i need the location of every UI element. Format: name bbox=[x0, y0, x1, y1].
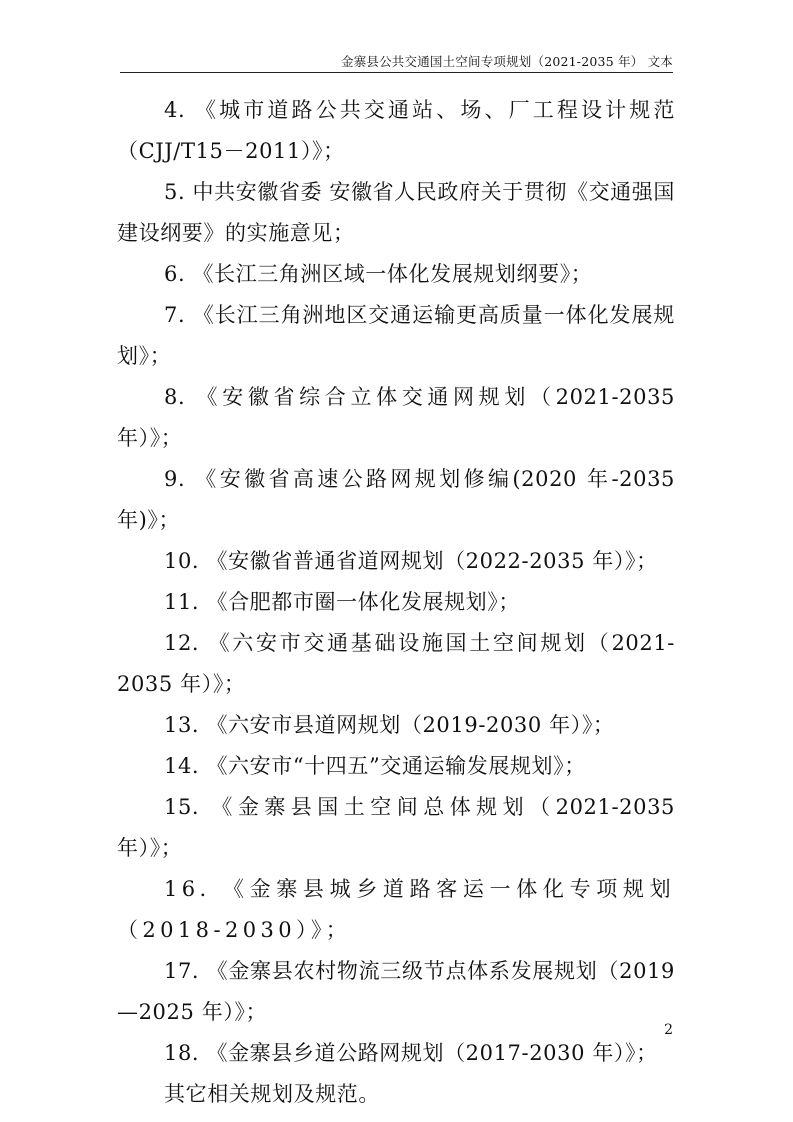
list-item: 15. 《金寨县国土空间总体规划（2021-2035 年）》； bbox=[117, 795, 675, 860]
list-item: 8. 《安徽省综合立体交通网规划（2021-2035 年）》； bbox=[117, 385, 675, 450]
list-item: 14. 《六安市“十四五”交通运输发展规划》； bbox=[164, 754, 586, 778]
list-item: 5. 中共安徽省委 安徽省人民政府关于贯彻《交通强国建设纲要》的实施意见； bbox=[117, 180, 675, 245]
list-item: 13. 《六安市县道网规划（2019-2030 年）》； bbox=[164, 713, 615, 737]
list-item: 16. 《金寨县城乡道路客运一体化专项规划（2018-2030）》； bbox=[117, 877, 675, 942]
list-item: 7. 《长江三角洲地区交通运输更高质量一体化发展规划》； bbox=[117, 303, 675, 368]
closing-item: 其它相关规划及规范。 bbox=[164, 1082, 380, 1106]
page-header bbox=[120, 48, 673, 73]
list-item: 4. 《城市道路公共交通站、场、厂工程设计规范（CJJ/T15－2011）》； bbox=[117, 98, 675, 163]
list-item: 10. 《安徽省普通省道网规划（2022-2035 年）》； bbox=[164, 549, 658, 573]
list-item: 18. 《金寨县乡道公路网规划（2017-2030 年）》； bbox=[164, 1041, 658, 1065]
list-item: 11. 《合肥都市圈一体化发展规划》； bbox=[164, 590, 520, 614]
list-item: 6. 《长江三角洲区域一体化发展规划纲要》； bbox=[164, 262, 593, 286]
list-item: 12. 《六安市交通基础设施国土空间规划（2021-2035 年）》； bbox=[117, 631, 675, 696]
page-number: 2 bbox=[664, 1022, 673, 1038]
list-item: 17. 《金寨县农村物流三级节点体系发展规划（2019—2025 年）》； bbox=[117, 959, 675, 1024]
header-title: 金寨县公共交通国土空间专项规划（2021-2035 年） 文本 bbox=[341, 54, 673, 69]
document-body bbox=[117, 90, 675, 1115]
list-item: 9. 《安徽省高速公路网规划修编(2020 年-2035 年)》； bbox=[117, 467, 675, 532]
